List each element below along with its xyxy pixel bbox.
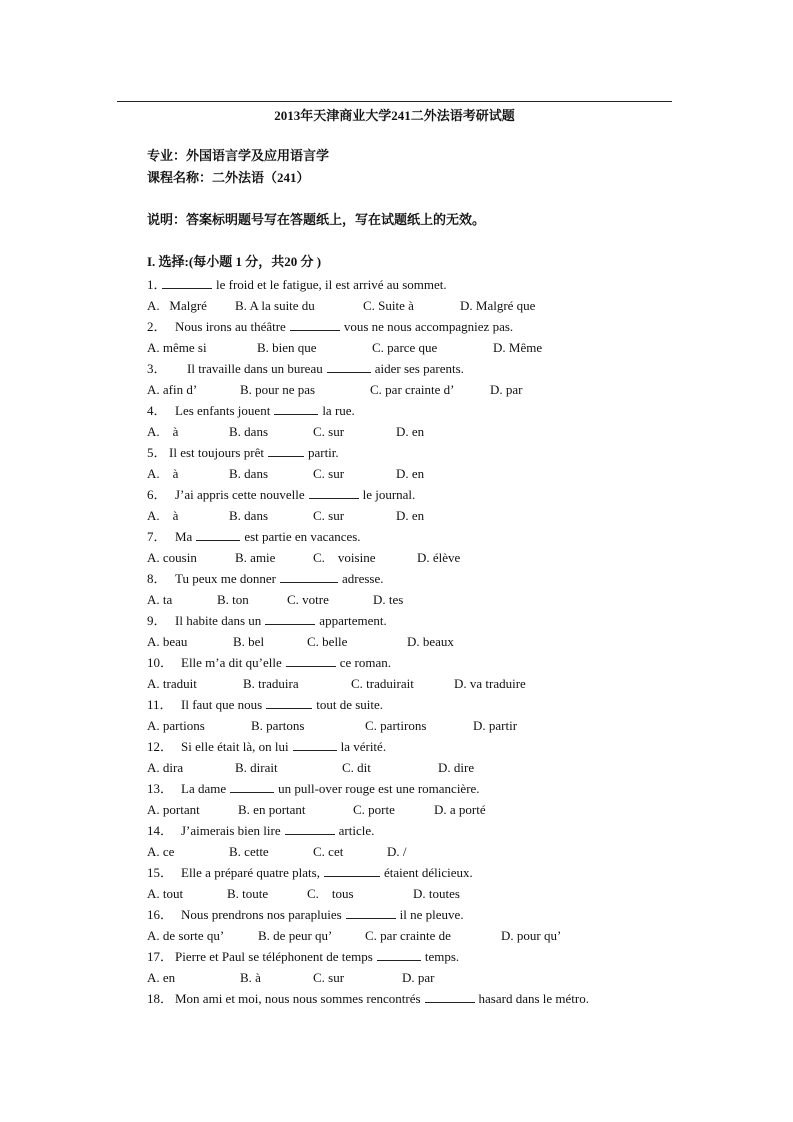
option-a: A. beau [147, 634, 188, 649]
question-number: 11． [147, 697, 173, 712]
option-a: A. afin d’ [147, 382, 198, 397]
question-prompt [158, 276, 447, 294]
answer-blank [268, 446, 304, 457]
question-list [147, 276, 707, 1011]
question-prompt [187, 360, 464, 378]
prompt-after-blank: article. [338, 823, 375, 838]
question-prompt [175, 402, 355, 420]
option-a: A. de sorte qu’ [147, 928, 225, 943]
prompt-after-blank: temps. [424, 949, 460, 964]
option-c: C. sur [313, 424, 345, 439]
option-c: C. partirons [365, 718, 427, 733]
question-number: 14． [147, 823, 174, 838]
option-a: A. Malgré [147, 298, 207, 313]
course-line: 课程名称：二外法语（241） [147, 170, 310, 185]
question-prompt [181, 738, 386, 756]
question-prompt [175, 948, 459, 966]
options-row [147, 969, 707, 990]
prompt-before-blank: Elle m’a dit qu’elle [181, 655, 282, 670]
question-10 [147, 654, 707, 675]
question-number: 10． [147, 655, 174, 670]
question-7 [147, 528, 707, 549]
options-row [147, 675, 707, 696]
question-16 [147, 906, 707, 927]
option-a: A. à [147, 508, 179, 523]
option-a: A. à [147, 424, 179, 439]
option-b: B. bel [233, 634, 265, 649]
prompt-after-blank: la vérité. [340, 739, 387, 754]
question-number: 5． [147, 445, 167, 460]
option-d: D. Même [493, 340, 543, 355]
question-prompt [181, 822, 374, 840]
question-8 [147, 570, 707, 591]
prompt-before-blank: J’ai appris cette nouvelle [175, 487, 305, 502]
question-17 [147, 948, 707, 969]
options-row [147, 927, 707, 948]
option-b: B. pour ne pas [240, 382, 316, 397]
option-d: D. en [396, 466, 425, 481]
question-4 [147, 402, 707, 423]
prompt-after-blank: le journal. [362, 487, 416, 502]
option-a: A. à [147, 466, 179, 481]
option-a: A. cousin [147, 550, 197, 565]
prompt-before-blank: Il habite dans un [175, 613, 262, 628]
instruction-note: 说明：答案标明题号写在答题纸上，写在试题纸上的无效。 [147, 212, 486, 227]
question-14 [147, 822, 707, 843]
prompt-after-blank: étaient délicieux. [383, 865, 473, 880]
question-number: 16． [147, 907, 174, 922]
option-b: B. A la suite du [235, 298, 315, 313]
question-18 [147, 990, 707, 1011]
prompt-after-blank: il ne pleuve. [399, 907, 464, 922]
option-d: D. beaux [407, 634, 454, 649]
option-b: B. traduira [243, 676, 299, 691]
prompt-before-blank: Nous irons au théâtre [175, 319, 286, 334]
options-row [147, 465, 707, 486]
option-b: B. dans [229, 424, 268, 439]
option-c: C. votre [287, 592, 329, 607]
prompt-before-blank: La dame [181, 781, 227, 796]
question-12 [147, 738, 707, 759]
options-row [147, 591, 707, 612]
prompt-before-blank: Ma [175, 529, 193, 544]
option-a: A. tout [147, 886, 184, 901]
option-b: B. bien que [257, 340, 317, 355]
option-d: D. tes [373, 592, 404, 607]
question-1 [147, 276, 707, 297]
prompt-after-blank: vous ne nous accompagniez pas. [343, 319, 514, 334]
answer-blank [293, 740, 337, 751]
question-number: 18． [147, 991, 174, 1006]
question-number: 7． [147, 529, 167, 544]
option-d: D. dire [438, 760, 475, 775]
option-c: C. par crainte de [365, 928, 451, 943]
option-d: D. va traduire [454, 676, 526, 691]
answer-blank [230, 782, 274, 793]
answer-blank [266, 698, 312, 709]
section-heading: I. 选择:(每小题 1 分，共20 分 ) [147, 254, 322, 269]
option-b: B. partons [251, 718, 305, 733]
options-row [147, 885, 707, 906]
question-11 [147, 696, 707, 717]
option-b: B. ton [217, 592, 249, 607]
question-prompt [181, 780, 480, 798]
answer-blank [324, 866, 380, 877]
prompt-before-blank: Il faut que nous [181, 697, 263, 712]
option-c: C. porte [353, 802, 395, 817]
answer-blank [425, 992, 475, 1003]
prompt-after-blank: appartement. [319, 613, 387, 628]
option-b: B. à [240, 970, 261, 985]
prompt-after-blank: adresse. [342, 571, 384, 586]
question-3 [147, 360, 707, 381]
option-d: D. en [396, 508, 425, 523]
prompt-before-blank: Nous prendrons nos parapluies [181, 907, 342, 922]
question-number: 8． [147, 571, 167, 586]
question-number: 12． [147, 739, 174, 754]
option-b: B. de peur qu’ [258, 928, 333, 943]
option-c: C. dit [342, 760, 371, 775]
question-prompt [181, 906, 464, 924]
option-b: B. dans [229, 466, 268, 481]
prompt-before-blank: Il travaille dans un bureau [187, 361, 323, 376]
question-number: 3． [147, 361, 167, 376]
option-c: C. sur [313, 508, 345, 523]
prompt-before-blank: Mon ami et moi, nous nous sommes rencontrés [175, 991, 421, 1006]
option-b: B. amie [235, 550, 276, 565]
option-a: A. dira [147, 760, 184, 775]
question-5 [147, 444, 707, 465]
question-number: 4． [147, 403, 167, 418]
answer-blank [162, 278, 212, 289]
question-prompt [175, 570, 384, 588]
option-a: A. partions [147, 718, 205, 733]
options-row [147, 549, 707, 570]
option-d: D. a porté [434, 802, 486, 817]
options-row [147, 759, 707, 780]
question-number: 15． [147, 865, 174, 880]
answer-blank [280, 572, 338, 583]
options-row [147, 381, 707, 402]
option-d: D. par [402, 970, 435, 985]
question-prompt [181, 864, 473, 882]
option-a: A. traduit [147, 676, 197, 691]
question-number: 17． [147, 949, 174, 964]
option-d: D. toutes [413, 886, 460, 901]
question-prompt [181, 654, 391, 672]
option-b: B. cette [229, 844, 269, 859]
options-row [147, 297, 707, 318]
option-c: C. sur [313, 466, 345, 481]
option-c: C. par crainte d’ [370, 382, 455, 397]
question-prompt [175, 990, 589, 1008]
question-prompt [181, 696, 383, 714]
options-row [147, 843, 707, 864]
prompt-before-blank: Si elle était là, on lui [181, 739, 289, 754]
options-row [147, 717, 707, 738]
question-prompt [175, 318, 513, 336]
question-number: 1． [147, 277, 167, 292]
option-d: D. pour qu’ [501, 928, 562, 943]
option-c: C. parce que [372, 340, 438, 355]
option-d: D. par [490, 382, 523, 397]
prompt-before-blank: Pierre et Paul se téléphonent de temps [175, 949, 373, 964]
answer-blank [327, 362, 371, 373]
option-c: C. cet [313, 844, 344, 859]
answer-blank [286, 656, 336, 667]
option-b: B. en portant [238, 802, 306, 817]
question-number: 13． [147, 781, 174, 796]
question-9 [147, 612, 707, 633]
options-row [147, 423, 707, 444]
option-a: A. portant [147, 802, 200, 817]
prompt-after-blank: aider ses parents. [374, 361, 464, 376]
prompt-after-blank: partir. [307, 445, 339, 460]
option-a: A. ta [147, 592, 173, 607]
prompt-after-blank: tout de suite. [316, 697, 384, 712]
answer-blank [265, 614, 315, 625]
option-d: D. élève [417, 550, 461, 565]
question-prompt [175, 612, 387, 630]
option-a: A. en [147, 970, 176, 985]
question-number: 9． [147, 613, 167, 628]
prompt-before-blank: Les enfants jouent [175, 403, 271, 418]
prompt-after-blank: un pull-over rouge est une romancière. [278, 781, 480, 796]
option-b: B. dans [229, 508, 268, 523]
option-c: C. voisine [313, 550, 376, 565]
question-prompt [175, 528, 361, 546]
option-c: C. Suite à [363, 298, 414, 313]
prompt-after-blank: la rue. [322, 403, 355, 418]
question-2 [147, 318, 707, 339]
prompt-before-blank: Il est toujours prêt [169, 445, 264, 460]
prompt-before-blank: J’aimerais bien lire [181, 823, 281, 838]
option-b: B. dirait [235, 760, 278, 775]
header-rule [117, 101, 672, 102]
question-number: 2． [147, 319, 167, 334]
option-c: C. belle [307, 634, 348, 649]
options-row [147, 507, 707, 528]
answer-blank [274, 404, 318, 415]
answer-blank [290, 320, 340, 331]
option-a: A. ce [147, 844, 175, 859]
option-d: D. Malgré que [460, 298, 536, 313]
option-d: D. / [387, 844, 407, 859]
prompt-after-blank: est partie en vacances. [244, 529, 361, 544]
answer-blank [285, 824, 335, 835]
options-row [147, 339, 707, 360]
option-c: C. tous [307, 886, 354, 901]
question-15 [147, 864, 707, 885]
option-c: C. traduirait [351, 676, 414, 691]
prompt-before-blank: Tu peux me donner [175, 571, 276, 586]
options-row [147, 801, 707, 822]
options-row [147, 633, 707, 654]
prompt-after-blank: ce roman. [339, 655, 391, 670]
option-d: D. en [396, 424, 425, 439]
prompt-before-blank: Elle a préparé quatre plats, [181, 865, 320, 880]
major-line: 专业：外国语言学及应用语言学 [147, 148, 330, 163]
question-prompt [169, 444, 339, 462]
question-number: 6． [147, 487, 167, 502]
question-13 [147, 780, 707, 801]
answer-blank [377, 950, 421, 961]
answer-blank [346, 908, 396, 919]
prompt-after-blank: hasard dans le métro. [478, 991, 589, 1006]
option-d: D. partir [473, 718, 518, 733]
question-prompt [175, 486, 415, 504]
question-6 [147, 486, 707, 507]
option-c: C. sur [313, 970, 345, 985]
answer-blank [196, 530, 240, 541]
exam-title: 2013年天津商业大学241二外法语考研试题 [274, 108, 515, 123]
answer-blank [309, 488, 359, 499]
option-b: B. toute [227, 886, 269, 901]
option-a: A. même si [147, 340, 207, 355]
prompt-after-blank: le froid et le fatigue, il est arrivé au sommet. [216, 277, 447, 292]
